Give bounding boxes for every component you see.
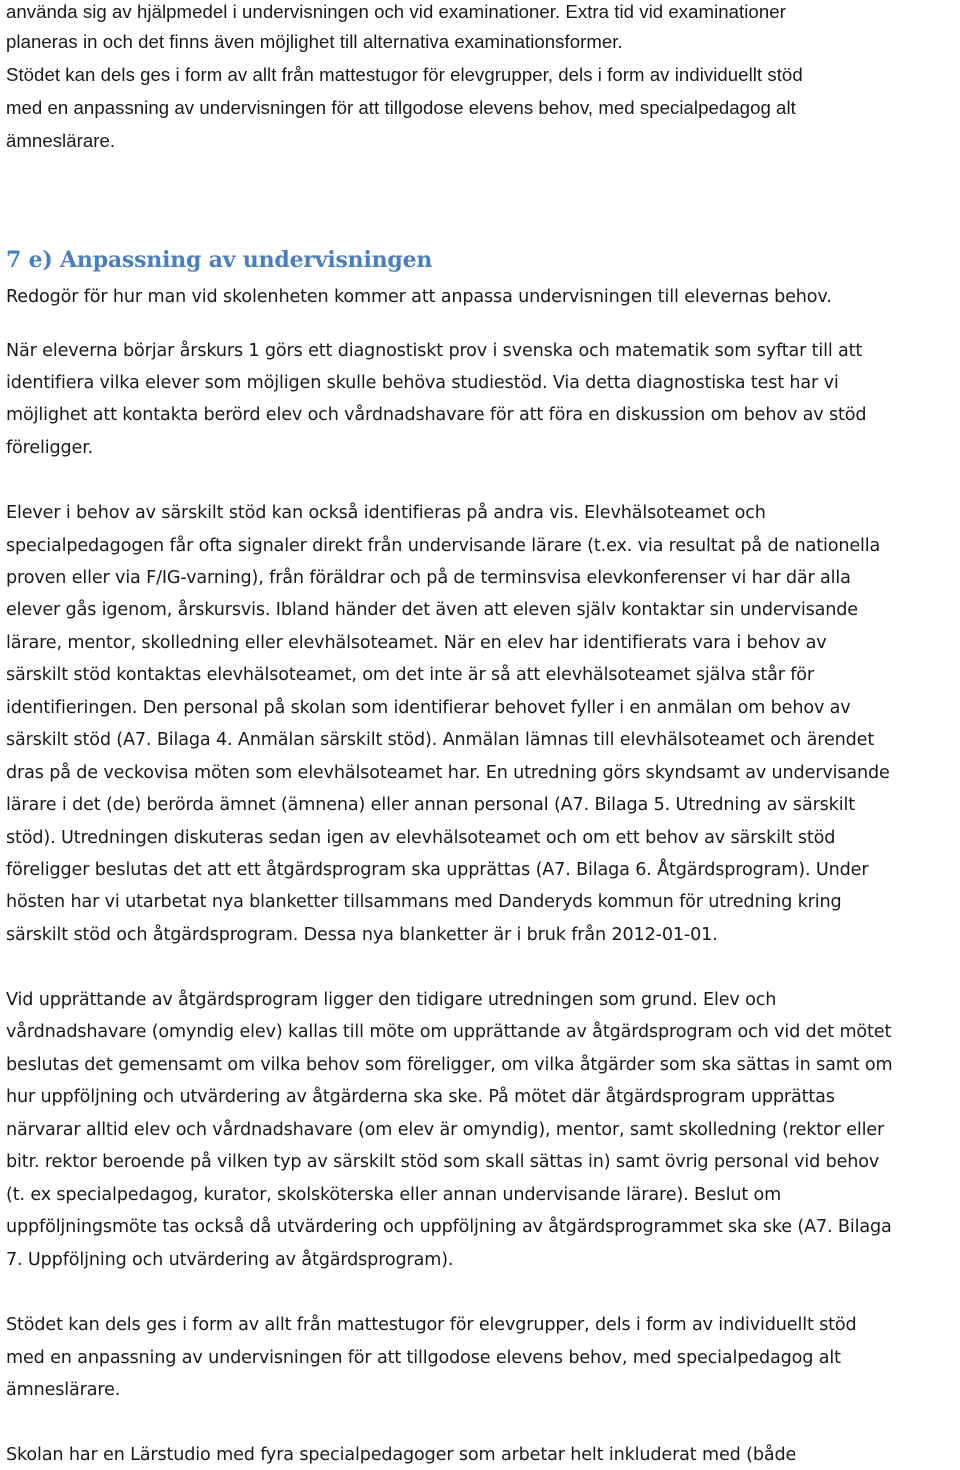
- text-line: använda sig av hjälpmedel i undervisningen och vid examinationer. Extra tid vid examinationer: [6, 1, 786, 22]
- text-line: ämneslärare.: [6, 130, 116, 151]
- text-line: 7. Uppföljning och utvärdering av åtgärdsprogram).: [6, 1250, 454, 1270]
- text-line: stöd). Utredningen diskuteras sedan igen av elevhälsoteamet och om ett behov av särskilt stöd: [6, 828, 836, 848]
- text-line: hur uppföljning och utvärdering av åtgärderna ska ske. På mötet där åtgärdsprogram upprättas: [6, 1087, 835, 1107]
- text-line: beslutas det gemensamt om vilka behov som föreligger, om vilka åtgärder som ska sättas in samt om: [6, 1055, 893, 1075]
- text-line: med en anpassning av undervisningen för att tillgodose elevens behov, med specialpedagog alt: [6, 1348, 841, 1368]
- text-line: särskilt stöd kontaktas elevhälsoteamet, om det inte är så att elevhälsoteamet själva står för: [6, 665, 815, 685]
- text-line: bitr. rektor beroende på vilken typ av särskilt stöd som skall sättas in) samt övrig personal vid behov: [6, 1152, 880, 1172]
- text-line: proven eller via F/IG-varning), från föräldrar och på de terminsvisa elevkonferenser vi har där alla: [6, 568, 851, 588]
- text-line: lärare, mentor, skolledning eller elevhälsoteamet. När en elev har identifierats vara i behov av: [6, 633, 827, 653]
- text-line: vårdnadshavare (omyndig elev) kallas till möte om upprättande av åtgärdsprogram och vid det mötet: [6, 1022, 892, 1042]
- text-line: När eleverna börjar årskurs 1 görs ett diagnostiskt prov i svenska och matematik som syftar till att: [6, 341, 863, 361]
- text-line: föreligger.: [6, 438, 94, 458]
- section-question: Redogör för hur man vid skolenheten kommer att anpassa undervisningen till elevernas behov.: [6, 287, 832, 307]
- text-line: Skolan har en Lärstudio med fyra specialpedagoger som arbetar helt inkluderat med (både: [6, 1445, 797, 1465]
- text-line: möjlighet att kontakta berörd elev och vårdnadshavare för att föra en diskussion om behov av stöd: [6, 405, 867, 425]
- text-line: (t. ex specialpedagog, kurator, skolsköterska eller annan undervisande lärare). Beslut om: [6, 1185, 782, 1205]
- text-line: Stödet kan dels ges i form av allt från mattestugor för elevgrupper, dels i form av individuellt stöd: [6, 64, 803, 85]
- text-line: föreligger beslutas det att ett åtgärdsprogram ska upprättas (A7. Bilaga 6. Åtgärdsprogram). Under: [6, 860, 869, 880]
- text-line: Elever i behov av särskilt stöd kan också identifieras på andra vis. Elevhälsoteamet och: [6, 503, 766, 523]
- text-line: närvarar alltid elev och vårdnadshavare (om elev är omyndig), mentor, samt skolledning (rektor eller: [6, 1120, 885, 1140]
- text-line: särskilt stöd och åtgärdsprogram. Dessa nya blanketter är i bruk från 2012-01-01.: [6, 925, 718, 945]
- text-line: Vid upprättande av åtgärdsprogram ligger den tidigare utredningen som grund. Elev och: [6, 990, 777, 1010]
- text-line: lärare i det (de) berörda ämnet (ämnena) eller annan personal (A7. Bilaga 5. Utredning av särskilt: [6, 795, 855, 815]
- text-line: hösten har vi utarbetat nya blanketter tillsammans med Danderyds kommun för utredning kring: [6, 892, 842, 912]
- text-line: ämneslärare.: [6, 1380, 121, 1400]
- text-line: specialpedagogen får ofta signaler direkt från undervisande lärare (t.ex. via resultat på de nationella: [6, 536, 881, 556]
- text-line: Stödet kan dels ges i form av allt från mattestugor för elevgrupper, dels i form av individuellt stöd: [6, 1315, 857, 1335]
- text-line: elever gås igenom, årskursvis. Ibland händer det även att eleven själv kontaktar sin undervisande: [6, 600, 858, 620]
- text-line: särskilt stöd (A7. Bilaga 4. Anmälan särskilt stöd). Anmälan lämnas till elevhälsoteamet och ärendet: [6, 730, 875, 750]
- text-line: dras på de veckovisa möten som elevhälsoteamet har. En utredning görs skyndsamt av undervisande: [6, 763, 890, 783]
- text-line: identifieringen. Den personal på skolan som identifierar behovet fyller i en anmälan om behov av: [6, 698, 851, 718]
- text-line: med en anpassning av undervisningen för att tillgodose elevens behov, med specialpedagog alt: [6, 97, 796, 118]
- section-heading: 7 e) Anpassning av undervisningen: [6, 247, 433, 273]
- text-line: identifiera vilka elever som möjligen skulle behöva studiestöd. Via detta diagnostiska test har vi: [6, 373, 839, 393]
- text-line: planeras in och det finns även möjlighet till alternativa examinationsformer.: [6, 31, 623, 52]
- text-line: uppföljningsmöte tas också då utvärdering och uppföljning av åtgärdsprogrammet ska ske (A7. Bilaga: [6, 1217, 892, 1237]
